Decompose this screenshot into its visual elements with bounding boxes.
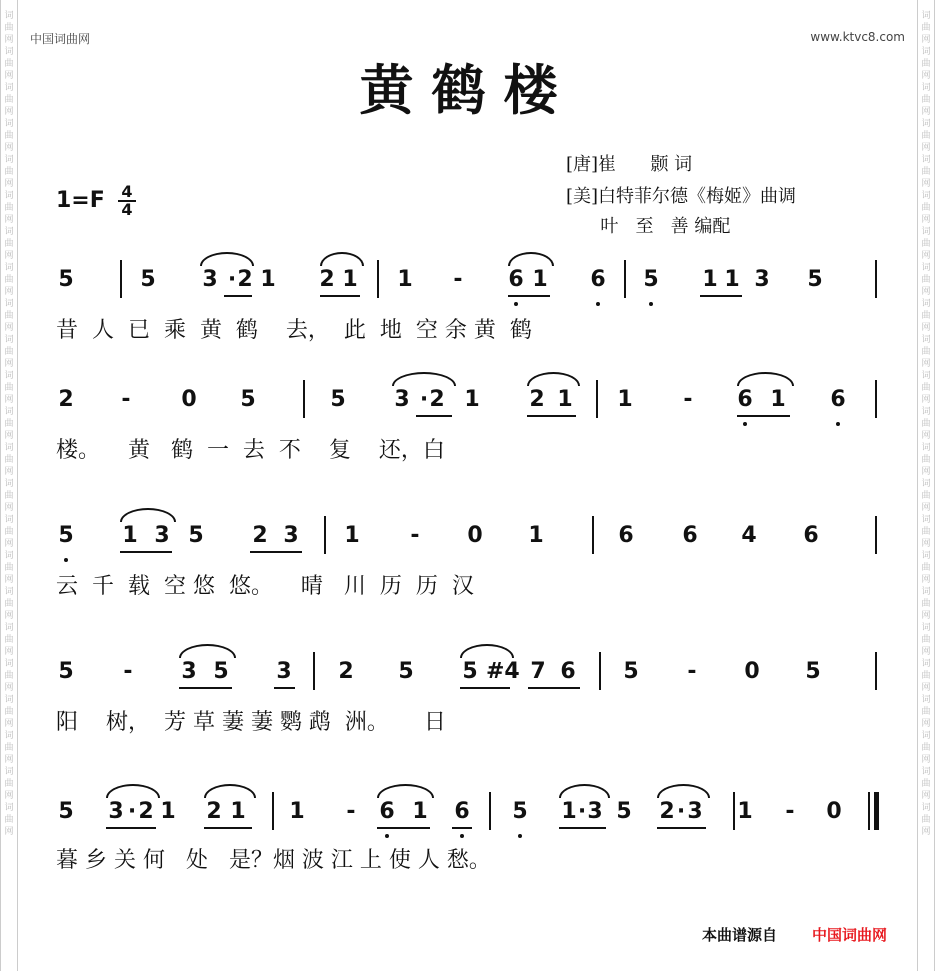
note: 3 [108,799,124,824]
note: 5 [807,267,823,292]
slur [204,784,256,798]
note: 6 [737,387,753,412]
bar-line [599,652,601,690]
lower-octave-dot [836,422,840,426]
eighth-note-underline [452,827,472,829]
note: 0 [467,523,483,548]
note: 5 [512,799,528,824]
bar-line [596,380,598,418]
time-signature [118,184,136,218]
lower-octave-dot [649,302,653,306]
note: 3 [687,799,703,824]
eighth-note-underline [528,687,580,689]
left-margin-strip [0,0,18,971]
slur [657,784,710,798]
note: - [346,799,356,824]
note: 6 [590,267,606,292]
bar-line [592,516,594,554]
note: 1 [532,267,548,292]
bar-line [874,792,879,830]
note: #4 [486,659,520,684]
note: 6 [803,523,819,548]
note: 1 [122,523,138,548]
note: 5 [643,267,659,292]
eighth-note-underline [250,551,302,553]
eighth-note-underline [204,827,252,829]
slur [392,372,456,386]
note: · [127,799,137,824]
slur [508,252,554,266]
note: 1 [617,387,633,412]
note: 0 [744,659,760,684]
note: 3 [283,523,299,548]
lyric-line: 暮 乡 关 何 处 是？烟 波 江 上 使 人 愁。 [56,848,491,873]
note: 2 [237,267,253,292]
source-site-name: 中国词曲网 [812,926,888,944]
note: 3 [276,659,292,684]
note: 1 [344,523,360,548]
lower-octave-dot [743,422,747,426]
note: 2 [429,387,445,412]
note: 5 [58,523,74,548]
source-label: 本曲谱源自 [702,926,778,944]
bar-line [303,380,305,418]
lower-octave-dot [514,302,518,306]
bar-line [875,652,877,690]
eighth-note-underline [274,687,295,689]
note: - [123,659,133,684]
bar-line [313,652,315,690]
note: 6 [379,799,395,824]
note: 5 [623,659,639,684]
eighth-note-underline [700,295,742,297]
note: 6 [618,523,634,548]
lower-octave-dot [385,834,389,838]
note: - [453,267,463,292]
note: 0 [181,387,197,412]
note: 1 [289,799,305,824]
note: 2 [206,799,222,824]
note: 1 [230,799,246,824]
slur [377,784,434,798]
note: 2 [252,523,268,548]
site-url-watermark: www.ktvc8.com [810,30,905,44]
eighth-note-underline [106,827,156,829]
note: 1 [160,799,176,824]
note: 5 [213,659,229,684]
eighth-note-underline [460,687,510,689]
bar-line [377,260,379,298]
note: 3 [587,799,603,824]
note: 1 [397,267,413,292]
slur [460,644,514,658]
note: 5 [240,387,256,412]
lyricist-credit: [唐]崔 颢 词 [566,154,693,175]
eighth-note-underline [559,827,606,829]
note: 5 [616,799,632,824]
lower-octave-dot [64,558,68,562]
note: 2 [529,387,545,412]
song-title: 黄鹤楼 [359,58,576,122]
note: 2 [138,799,154,824]
note: · [227,267,237,292]
lower-octave-dot [460,834,464,838]
note: 3 [202,267,218,292]
note: · [419,387,429,412]
note: 5 [188,523,204,548]
note: 5 [398,659,414,684]
note: 1 [464,387,480,412]
note: 1 [342,267,358,292]
note: - [410,523,420,548]
slur [559,784,610,798]
note: 2 [58,387,74,412]
note: 0 [826,799,842,824]
key-signature: 1=F [56,188,105,213]
bar-line [120,260,122,298]
site-name-watermark: 中国词曲网 [30,32,91,46]
composer-credit: [美]白特菲尔德《梅姬》曲调 [566,186,797,207]
eighth-note-underline [416,415,452,417]
note: 5 [805,659,821,684]
note: 5 [58,267,74,292]
lyric-line: 楼。 黄 鹤 一 去 不 复 还，白 [56,438,445,463]
note: · [577,799,587,824]
note: 1 [557,387,573,412]
slur [527,372,580,386]
note: 5 [58,659,74,684]
note: 6 [560,659,576,684]
lower-octave-dot [518,834,522,838]
note: 1 [412,799,428,824]
lower-octave-dot [596,302,600,306]
eighth-note-underline [377,827,430,829]
slur [320,252,364,266]
note: 6 [830,387,846,412]
bar-line [624,260,626,298]
note: 1 [561,799,577,824]
note: 6 [682,523,698,548]
eighth-note-underline [120,551,172,553]
note: 1 [724,267,740,292]
note: 5 [462,659,478,684]
eighth-note-underline [657,827,706,829]
eighth-note-underline [508,295,550,297]
bar-line [868,792,870,830]
eighth-note-underline [320,295,360,297]
note: 5 [140,267,156,292]
note: - [785,799,795,824]
note: 1 [260,267,276,292]
note: - [683,387,693,412]
note: · [676,799,686,824]
bar-line [272,792,274,830]
note: 3 [181,659,197,684]
note: 3 [154,523,170,548]
bar-line [489,792,491,830]
note: 3 [754,267,770,292]
slur [179,644,236,658]
lyric-line: 昔 人 已 乘 黄 鹤 去， 此 地 空 余 黄 鹤 [56,318,532,343]
eighth-note-underline [527,415,576,417]
note: 2 [659,799,675,824]
right-margin-strip [917,0,935,971]
note: 5 [330,387,346,412]
time-signature-numerator: 4 [118,184,136,202]
eighth-note-underline [224,295,252,297]
note: 5 [58,799,74,824]
lyric-line: 阳 树， 芳 草 萋 萋 鹦 鹉 洲。 日 [56,710,446,735]
eighth-note-underline [737,415,790,417]
note: 6 [508,267,524,292]
slur [120,508,176,522]
bar-line [875,516,877,554]
right-edge-watermark: 词曲网词曲网词曲网词曲网词曲网词曲网词曲网词曲网词曲网词曲网词曲网词曲网词曲网词曲网词曲网词曲网词曲网词曲网词曲网词曲网词曲网词曲网词曲网 [921,11,931,837]
note: 1 [528,523,544,548]
slur [737,372,794,386]
note: 3 [394,387,410,412]
note: 1 [770,387,786,412]
note: 2 [319,267,335,292]
note: 2 [338,659,354,684]
bar-line [733,792,735,830]
note: 4 [741,523,757,548]
note: 1 [702,267,718,292]
note: - [121,387,131,412]
note: 6 [454,799,470,824]
eighth-note-underline [179,687,232,689]
lyric-line: 云 千 载 空 悠 悠。 晴 川 历 历 汉 [56,574,474,599]
slur [106,784,160,798]
bar-line [324,516,326,554]
bar-line [875,260,877,298]
time-signature-denominator: 4 [121,200,133,219]
arranger-credit: 叶 至 善 编配 [566,216,731,237]
note: 7 [530,659,546,684]
bar-line [875,380,877,418]
note: 1 [737,799,753,824]
slur [200,252,254,266]
note: - [687,659,697,684]
left-edge-watermark: 词曲网词曲网词曲网词曲网词曲网词曲网词曲网词曲网词曲网词曲网词曲网词曲网词曲网词曲网词曲网词曲网词曲网词曲网词曲网词曲网词曲网词曲网词曲网 [4,11,14,837]
